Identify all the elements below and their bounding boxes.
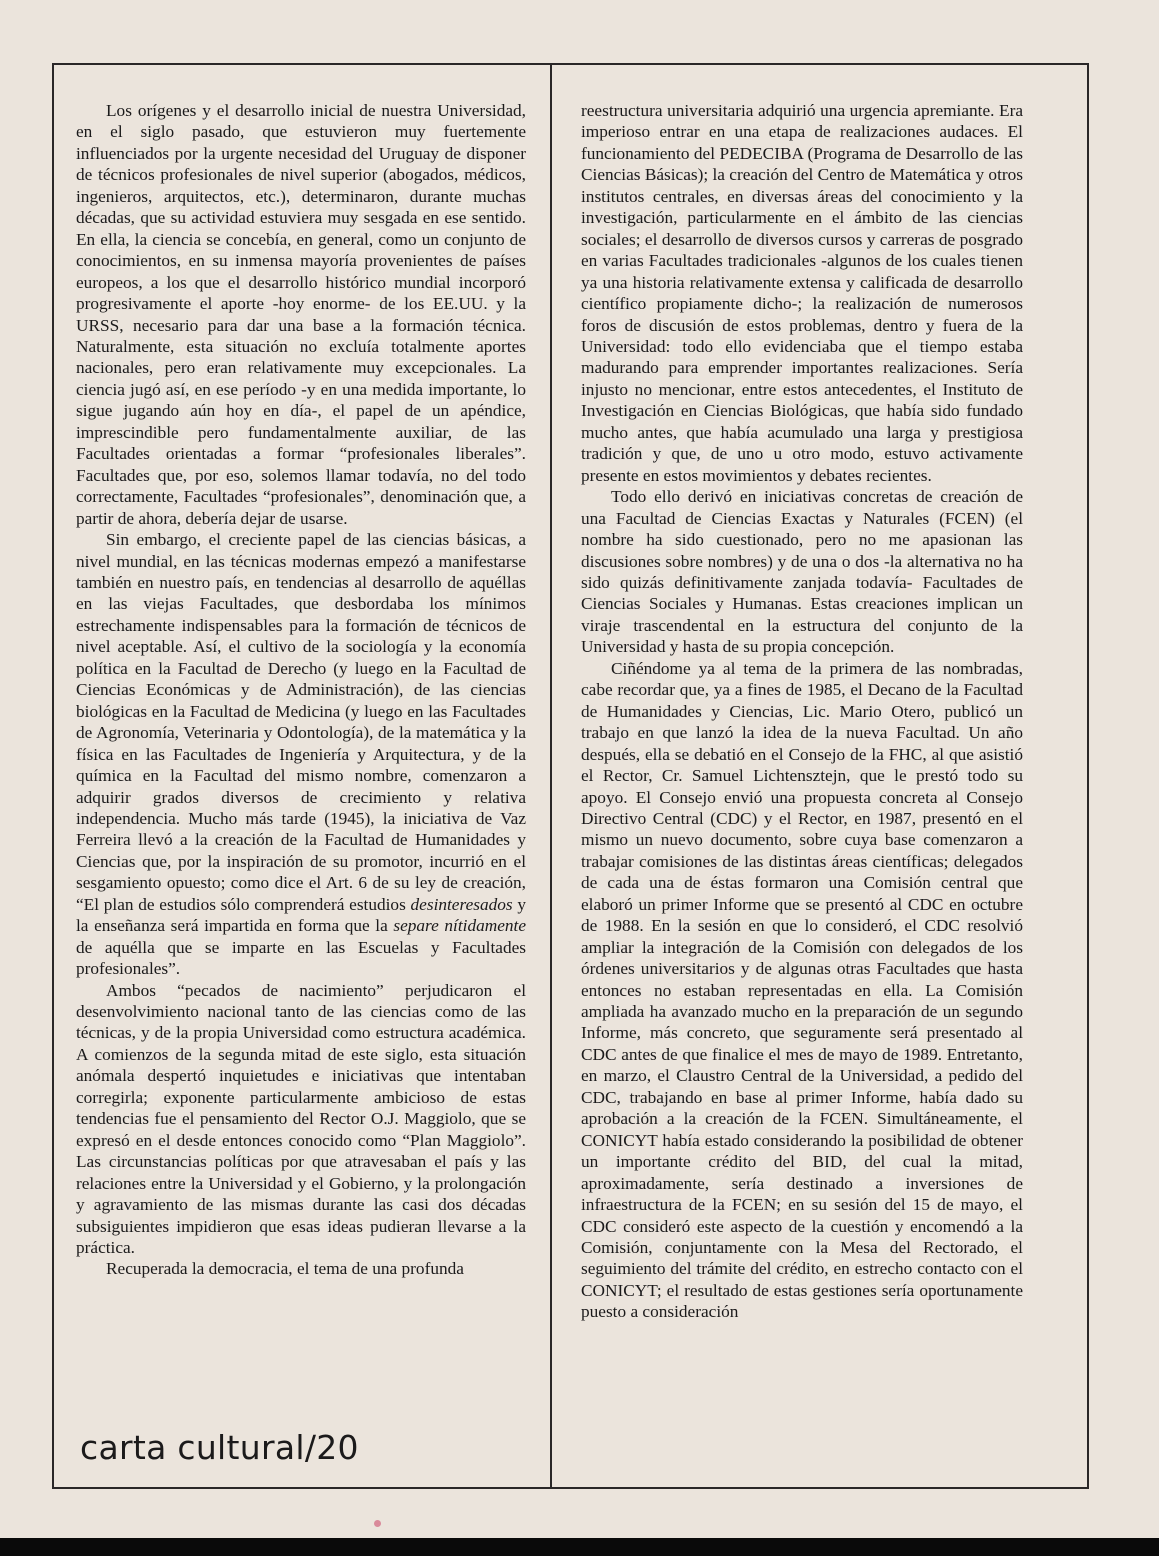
- scan-edge-band: [0, 1538, 1159, 1556]
- paragraph: Sin embargo, el creciente papel de las ciencias básicas, a nivel mundial, en las técnicas modernas empezó a manifestarse también en nuestro país, en tendencias al desarrollo de aquéllas en las viejas Facultades, que desbordaba los mínimos estrechamente indispensables para la formación de técnicos de nivel aceptable. Así, el cultivo de la sociología y la economía política en la Facultad de Derecho (y luego en la Facultad de Ciencias Económicas y de Administración), de las ciencias biológicas en la Facultad de Medicina (y luego en las Facultades de Agronomía, Veterinaria y Odontología), de la matemática y la física en las Facultades de Ingeniería y Arquitectura, y de la química en la Facultad del mismo nombre, comenzaron a adquirir grados diversos de crecimiento y relativa independencia. Mucho más tarde (1945), la iniciativa de Vaz Ferreira llevó a la creación de la Facultad de Humanidades y Ciencias que, por la inspiración de su promotor, incurrió en el sesgamiento opuesto; como dice el Art. 6 de su ley de creación, “El plan de estudios sólo comprenderá estudios desinteresados y la enseñanza será impartida en forma que la separe nítidamente de aquélla que se imparte en las Escuelas y Facultades profesionales”.: [76, 530, 527, 979]
- paragraph: Los orígenes y el desarrollo inicial de nuestra Universidad, en el siglo pasado, que estuvieron muy fuertemente influenciados por la urgente necesidad del Uruguay de disponer de técnicos profesionales de nivel superior (abogados, médicos, ingenieros, arquitectos, etc.), determinaron, durante muchas décadas, que su actividad estuviera muy sesgada en ese sentido. En ella, la ciencia se concebía, en general, como un conjunto de conocimientos, en su inmensa mayoría provenientes de países europeos, a los que el desarrollo histórico mundial incorporó progresivamente el aporte -hoy enorme- de los EE.UU. y la URSS, necesario para dar una base a la formación técnica. Naturalmente, esta situación no excluía totalmente aportes nacionales, pero eran relativamente muy excepcionales. La ciencia jugó así, en ese período -y en una medida importante, lo sigue jugando aún hoy en día-, el papel de un apéndice, imprescindible pero fundamentalmente auxiliar, de las Facultades orientadas a formar “profesionales liberales”. Facultades que, por eso, solemos llamar todavía, no del todo correctamente, Facultades “profesionales”, denominación que, a partir de ahora, debería dejar de usarse.: [76, 101, 526, 528]
- paragraph: Recuperada la democracia, el tema de una profunda: [106, 1259, 464, 1279]
- paragraph: Todo ello derivó en iniciativas concretas de creación de una Facultad de Ciencias Exactas y Naturales (FCEN) (el nombre ha sido cuestionado, pero no me apasionan las discusiones sobre nombres) y de una o dos -la alternativa no ha sido quizás definitivamente zanjada todavía- Facultades de Ciencias Sociales y Humanas. Estas creaciones implican un viraje trascendental en la estructura del conjunto de la Universidad y hasta de su propia concepción.: [581, 487, 1023, 657]
- page-folio: carta cultural/20: [80, 1428, 359, 1467]
- paragraph: Ciñéndome ya al tema de la primera de las nombradas, cabe recordar que, ya a fines de 1985, el Decano de la Facultad de Humanidades y Ciencias, Lic. Mario Otero, publicó un trabajo en que lanzó la idea de la nueva Facultad. Un año después, ella se debatió en el Consejo de la FHC, al que asistió el Rector, Cr. Samuel Lichtensztejn, que le prestó todo su apoyo. El Consejo envió una propuesta concreta al Consejo Directivo Central (CDC) y el Rector, en 1987, presentó en el mismo un nuevo documento, sobre cuya base comenzaron a trabajar comisiones de las distintas áreas científicas; delegados de cada una de éstas formaron una Comisión central que elaboró un primer Informe que se presentó al CDC en octubre de 1988. En la sesión en que lo consideró, el CDC resolvió ampliar la integración de la Comisión con delegados de los órdenes universitarios y de algunas otras Facultades que hasta entonces no estaban representadas en ella. La Comisión ampliada ha avanzado mucho en la preparación de un segundo Informe, más concreto, que seguramente será presentado al CDC antes de que finalice el mes de mayo de 1989. Entretanto, en marzo, el Claustro Central de la Universidad, a pedido del CDC, trabajando en base al primer Informe, había dado su aprobación a la creación de la FCEN. Simultáneamente, el CONICYT había estado considerando la posibilidad de obtener un importante crédito del BID, del cual la mitad, aproximadamente, sería destinado a inversiones de infraestructura de la FCEN; en su sesión del 15 de mayo, el CDC consideró este aspecto de la cuestión y encomendó a la Comisión, conjuntamente con la Mesa del Rectorado, el seguimiento del trámite del crédito, en estrecho contacto con el CONICYT; el resultado de estas gestiones sería oportunamente puesto a consideración: [581, 658, 1023, 1322]
- paragraph: reestructura universitaria adquirió una urgencia apremiante. Era imperioso entrar en una etapa de realizaciones audaces. El funcionamiento del PEDECIBA (Programa de Desarrollo de las Ciencias Básicas); la creación del Centro de Matemática y otros institutos centrales, en diversas áreas del conocimiento y la investigación, particularmente en el ámbito de las ciencias sociales; el desarrollo de diversos cursos y carreras de posgrado en varias Facultades tradicionales -algunos de los cuales tienen ya una historia relativamente extensa y calificada de desarrollo científico propiamente dicho-; la realización de numerosos foros de discusión de estos problemas, dentro y fuera de la Universidad: todo ello evidenciaba que el tiempo estaba madurando para emprender importantes realizaciones. Sería injusto no mencionar, entre estos antecedentes, el Instituto de Investigación en Ciencias Biológicas, que había sido fundado mucho antes, que había acumulado una larga y prestigiosa tradición y que, de uno u otro modo, estuvo activamente presente en estos movimientos y debates recientes.: [581, 101, 1023, 485]
- right-column: [581, 100, 1023, 1323]
- print-mark: [374, 1520, 381, 1527]
- paragraph: Ambos “pecados de nacimiento” perjudicaron el desenvolvimiento nacional tanto de las ciencias como de las técnicas, y de la propia Universidad como estructura académica. A comienzos de la segunda mitad de este siglo, esta situación anómala despertó inquietudes e iniciativas que intentaban corregirla; exponente particularmente ambicioso de estas tendencias fue el pensamiento del Rector O.J. Maggiolo, que se expresó en el desde entonces conocido como “Plan Maggiolo”. Las circunstancias políticas por que atravesaban el país y las relaciones entre la Universidad y el Gobierno, y la prolongación y agravamiento de las mismas durante las casi dos décadas subsiguientes impidieron que esas ideas pudieran llevarse a la práctica.: [76, 980, 526, 1258]
- left-column: [76, 100, 526, 1280]
- column-divider: [550, 63, 552, 1489]
